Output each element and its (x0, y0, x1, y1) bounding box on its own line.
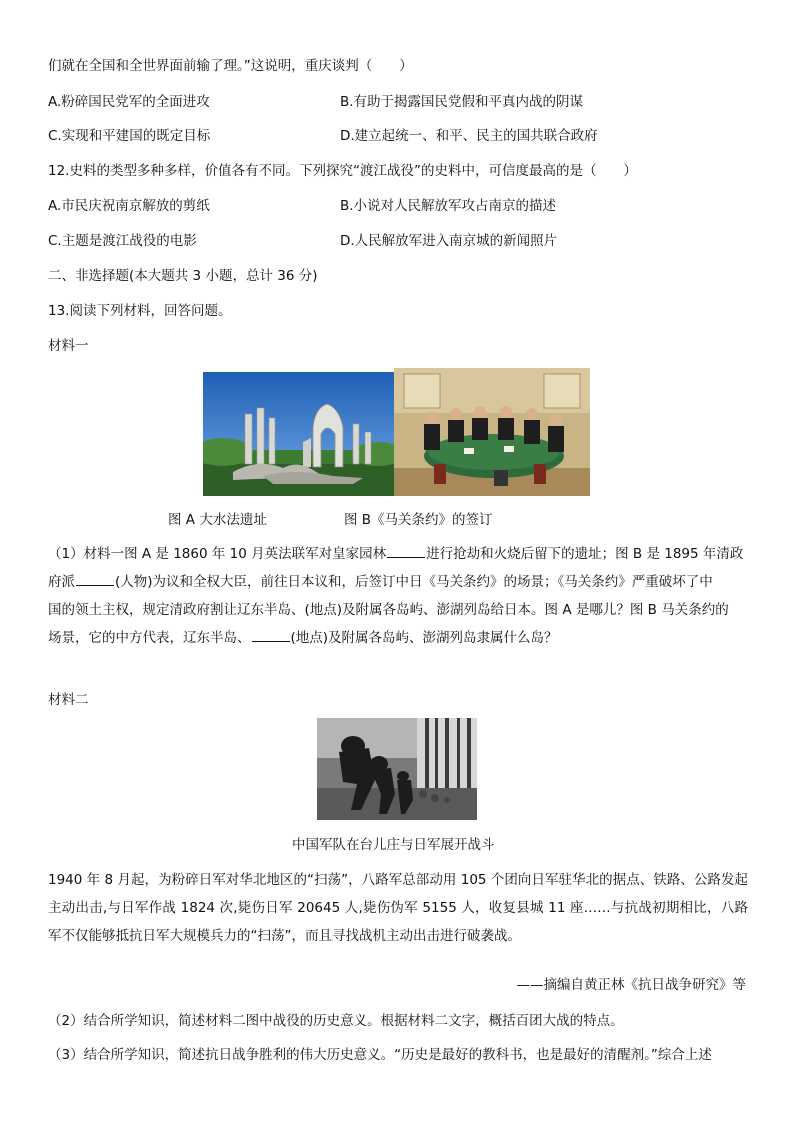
answer-blank-3[interactable] (252, 627, 290, 642)
q12-stem: 12.史料的类型多种多样，价值各有不同。下列探究“渡江战役”的史料中，可信度最高的是（ ） (48, 163, 637, 179)
q13-part3: （3）结合所学知识，简述抗日战争胜利的伟大历史意义。“历史是最好的教科书，也是最好的清醒剂。”综合上述 (48, 1047, 712, 1063)
q12-option-b: B.小说对人民解放军攻占南京的描述 (340, 198, 557, 214)
q11-option-b: B.有助于揭露国民党假和平真内战的阴谋 (340, 94, 584, 110)
part1-text-b: 进行抢劫和火烧后留下的遗址；图 B 是 1895 年清政 (426, 546, 744, 562)
figure-b-treaty-signing-painting (394, 368, 590, 496)
figure-a-ruins-photo (203, 372, 394, 496)
material2-source: ——摘编自黄正林《抗日战争研究》等 (516, 977, 746, 993)
q12-option-d: D.人民解放军进入南京城的新闻照片 (340, 233, 558, 249)
answer-blank-1[interactable] (387, 543, 425, 558)
q12-option-c: C.主题是渡江战役的电影 (48, 233, 197, 249)
q13-part1 (48, 540, 748, 652)
q11-option-c: C.实现和平建国的既定目标 (48, 128, 211, 144)
q11-stem-tail: 们就在全国和全世界面前输了理。”这说明，重庆谈判（ ） (48, 58, 413, 74)
q13-part2: （2）结合所学知识，简述材料二图中战役的历史意义。根据材料二文字，概括百团大战的特点。 (48, 1013, 624, 1029)
part1-text-c: 府派 (48, 574, 75, 590)
figure-b-caption: 图 B《马关条约》的签订 (344, 512, 493, 528)
material2-text: 1940 年 8 月起，为粉碎日军对华北地区的“扫荡”，八路军总部动用 105 个团向日军驻华北的据点、铁路、公路发起主动出击,与日军作战 1824 次,毙伤日军 20645 人,毙伤伪军 5155 人，收复县城 11 座……与抗战初期相比，八路军不仅能够抵抗日军大规模兵力的“扫荡”，而且寻找战机主动出击进行破袭战。 (48, 872, 748, 944)
part1-text-d: (人物)为议和全权大臣，前往日本议和，后签订中日《马关条约》的场景；《马关条约》严重破坏了中 (115, 574, 713, 590)
material1-label: 材料一 (48, 338, 89, 354)
q11-option-d: D.建立起统一、和平、民主的国共联合政府 (340, 128, 598, 144)
material2-label: 材料二 (48, 692, 89, 708)
part1-text-a: （1）材料一图 A 是 1860 年 10 月英法联军对皇家园林 (48, 546, 387, 562)
q12-option-a: A.市民庆祝南京解放的剪纸 (48, 198, 210, 214)
answer-blank-2[interactable] (76, 571, 114, 586)
figure-a-caption: 图 A 大水法遗址 (168, 512, 267, 528)
part1-text-g: (地点)及附属各岛屿、澎湖列岛隶属什么岛？ (290, 630, 558, 646)
q11-option-a: A.粉碎国民党军的全面进攻 (48, 94, 210, 110)
section-title: 二、非选择题(本大题共 3 小题，总计 36 分) (48, 268, 318, 284)
q13-stem: 13.阅读下列材料，回答问题。 (48, 303, 232, 319)
figure-c-battle-photo (317, 718, 477, 820)
part1-text-e: 国的领土主权，规定清政府割让辽东半岛、(地点)及附属各岛屿、澎湖列岛给日本。图 A 是哪儿？图 B 马关条约的 (48, 602, 729, 618)
figure-c-caption: 中国军队在台儿庄与日军展开战斗 (292, 837, 495, 853)
part1-text-f: 场景，它的中方代表，辽东半岛、 (48, 630, 251, 646)
